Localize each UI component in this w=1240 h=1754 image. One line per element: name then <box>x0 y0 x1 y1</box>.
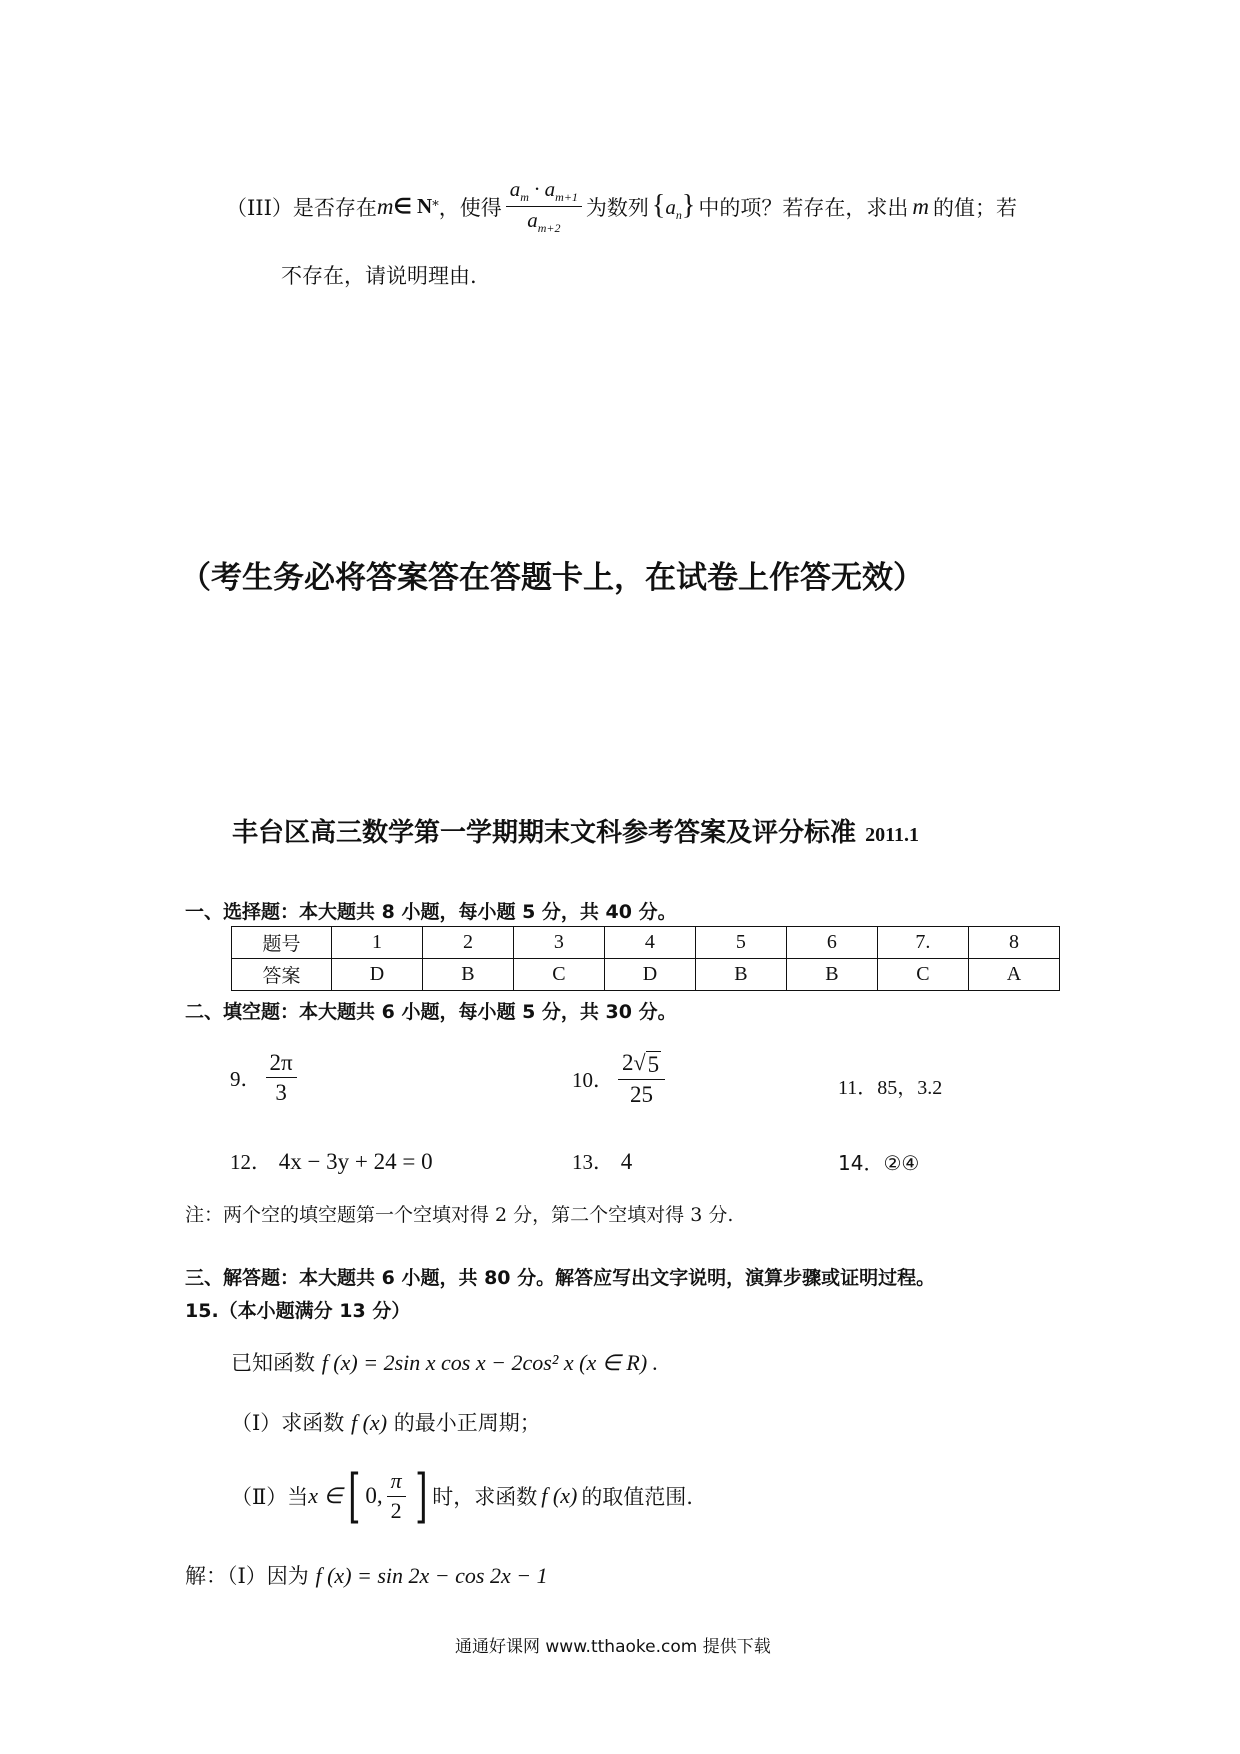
q3-frac-num-a2: a <box>544 177 556 201</box>
q3-frac-num-s1: m <box>520 190 529 205</box>
q10-label: 10． <box>572 1067 614 1092</box>
fill-q10 <box>572 1050 669 1108</box>
table-answer: C <box>513 959 604 991</box>
fill-q11: 11．85，3.2 <box>838 1077 943 1099</box>
q15-header: 15.（本小题满分 13 分） <box>185 1300 411 1322</box>
table-number: 8 <box>968 927 1059 959</box>
q15-part1-suffix: 的最小正周期； <box>393 1411 541 1435</box>
q12-expression: 4x − 3y + 24 = 0 <box>278 1149 433 1174</box>
q9-fraction <box>266 1050 297 1106</box>
answer-title-text: 丰台区高三数学第一学期期末文科参考答案及评分标准 <box>232 818 857 848</box>
q3-frac-den-s: m+2 <box>537 221 561 236</box>
q3-tail2: 的值；若 <box>932 195 1017 220</box>
table-answer: C <box>877 959 968 991</box>
q15-part2-interval-left: 0, <box>365 1483 383 1508</box>
table-answer: B <box>422 959 513 991</box>
q15-part2 <box>231 1462 693 1530</box>
q10-num-coef: 2 <box>622 1050 634 1075</box>
table-number: 2 <box>422 927 513 959</box>
q15-given-expr: f (x) = 2sin x cos x − 2cos² x (x ∈ R) . <box>321 1350 659 1375</box>
q15-given-prefix: 已知函数 <box>231 1351 315 1375</box>
q3-after-set: ，使得 <box>438 195 502 220</box>
q3-in-N: ∈ N <box>393 194 433 219</box>
q15-part2-pi: π <box>387 1469 406 1496</box>
q3-seq-s: n <box>675 208 682 223</box>
q9-label: 9． <box>230 1066 262 1091</box>
fill-q9 <box>230 1050 301 1106</box>
q15-part2-two: 2 <box>390 1497 402 1523</box>
q3-m: m <box>376 193 394 219</box>
answer-table-header-row <box>232 927 1060 959</box>
section-1-heading: 一、选择题：本大题共 8 小题，每小题 5 分，共 40 分。 <box>185 901 677 923</box>
q15-part2-fraction <box>387 1469 406 1522</box>
table-answer: D <box>331 959 422 991</box>
q3-mid: 为数列 <box>585 195 649 220</box>
q10-fraction <box>618 1050 665 1108</box>
q3-frac-den-a: a <box>527 208 538 233</box>
q3-prefix: （III）是否存在 <box>226 195 377 220</box>
q15-part1-prefix: （Ⅰ）求函数 <box>231 1411 345 1435</box>
table-number: 1 <box>331 927 422 959</box>
table-answer: B <box>786 959 877 991</box>
q13-value: 4 <box>620 1149 633 1174</box>
q3-m2: m <box>912 193 929 219</box>
q3-frac-num-s2: m+1 <box>555 190 578 205</box>
table-answer: B <box>695 959 786 991</box>
question-3-line2: 不存在，请说明理由. <box>281 264 477 288</box>
q15-part2-mid: 时，求函数 <box>432 1485 538 1509</box>
q15-given <box>231 1347 658 1377</box>
q3-seq: $\{a_n\}$ <box>651 190 696 223</box>
q15-part1 <box>231 1407 541 1437</box>
q3-frac-num-dot: · <box>534 177 540 201</box>
q15-part2-prefix: （Ⅱ）当 <box>231 1485 309 1509</box>
exam-notice: （考生务必将答案答在答题卡上，在试卷上作答无效） <box>180 560 924 596</box>
sqrt-symbol: √ 5 <box>633 1050 660 1077</box>
q15-solution-prefix: 解：（Ⅰ）因为 <box>185 1564 309 1588</box>
q13-label: 13． <box>572 1150 614 1174</box>
q3-star: * <box>432 199 439 215</box>
q15-part2-f: f (x) <box>541 1483 578 1508</box>
q15-solution <box>185 1560 548 1590</box>
answer-table-answer-row <box>232 959 1060 991</box>
fill-q12 <box>230 1146 433 1176</box>
q10-num-rad: 5 <box>647 1052 660 1077</box>
table-number: 7. <box>877 927 968 959</box>
section-2-heading: 二、填空题：本大题共 6 小题，每小题 5 分，共 30 分。 <box>185 1001 677 1023</box>
q3-fraction <box>506 178 582 236</box>
q3-seq-a: a <box>665 195 676 220</box>
table-number: 5 <box>695 927 786 959</box>
table-answer: A <box>968 959 1059 991</box>
q10-denominator: 25 <box>630 1082 654 1108</box>
q9-denominator: 3 <box>275 1080 287 1106</box>
fill-q14: 14．②④ <box>838 1151 920 1175</box>
table-answer-label: 答案 <box>232 959 332 991</box>
q3-tail1: 中的项？若存在，求出 <box>698 195 909 220</box>
left-bracket-icon: [ <box>347 1462 361 1530</box>
q15-part2-suffix: 的取值范围. <box>581 1485 693 1509</box>
answer-title <box>232 812 919 849</box>
fill-q13 <box>572 1146 632 1176</box>
q3-frac-num-a1: a <box>509 177 521 201</box>
table-number: 4 <box>604 927 695 959</box>
answer-table <box>231 926 1060 991</box>
q9-numerator: 2π <box>266 1050 297 1078</box>
answer-date: 2011.1 <box>865 824 919 846</box>
section-3-heading: 三、解答题：本大题共 6 小题，共 80 分。解答应写出文字说明，演算步骤或证明过程。 <box>185 1267 936 1289</box>
question-3-line1 <box>226 178 1017 236</box>
q15-part1-f: f (x) <box>350 1410 388 1435</box>
scoring-note: 注：两个空的填空题第一个空填对得 2 分，第二个空填对得 3 分. <box>185 1204 734 1226</box>
table-number: 6 <box>786 927 877 959</box>
table-header-label: 题号 <box>232 927 332 959</box>
table-number: 3 <box>513 927 604 959</box>
page-footer: 通通好课网 www.tthaoke.com 提供下载 <box>455 1637 771 1657</box>
right-bracket-icon: ] <box>414 1462 428 1530</box>
q15-part2-x: x ∈ <box>308 1483 343 1508</box>
table-answer: D <box>604 959 695 991</box>
q12-label: 12． <box>230 1150 272 1174</box>
q15-solution-expr: f (x) = sin 2x − cos 2x − 1 <box>315 1563 548 1588</box>
